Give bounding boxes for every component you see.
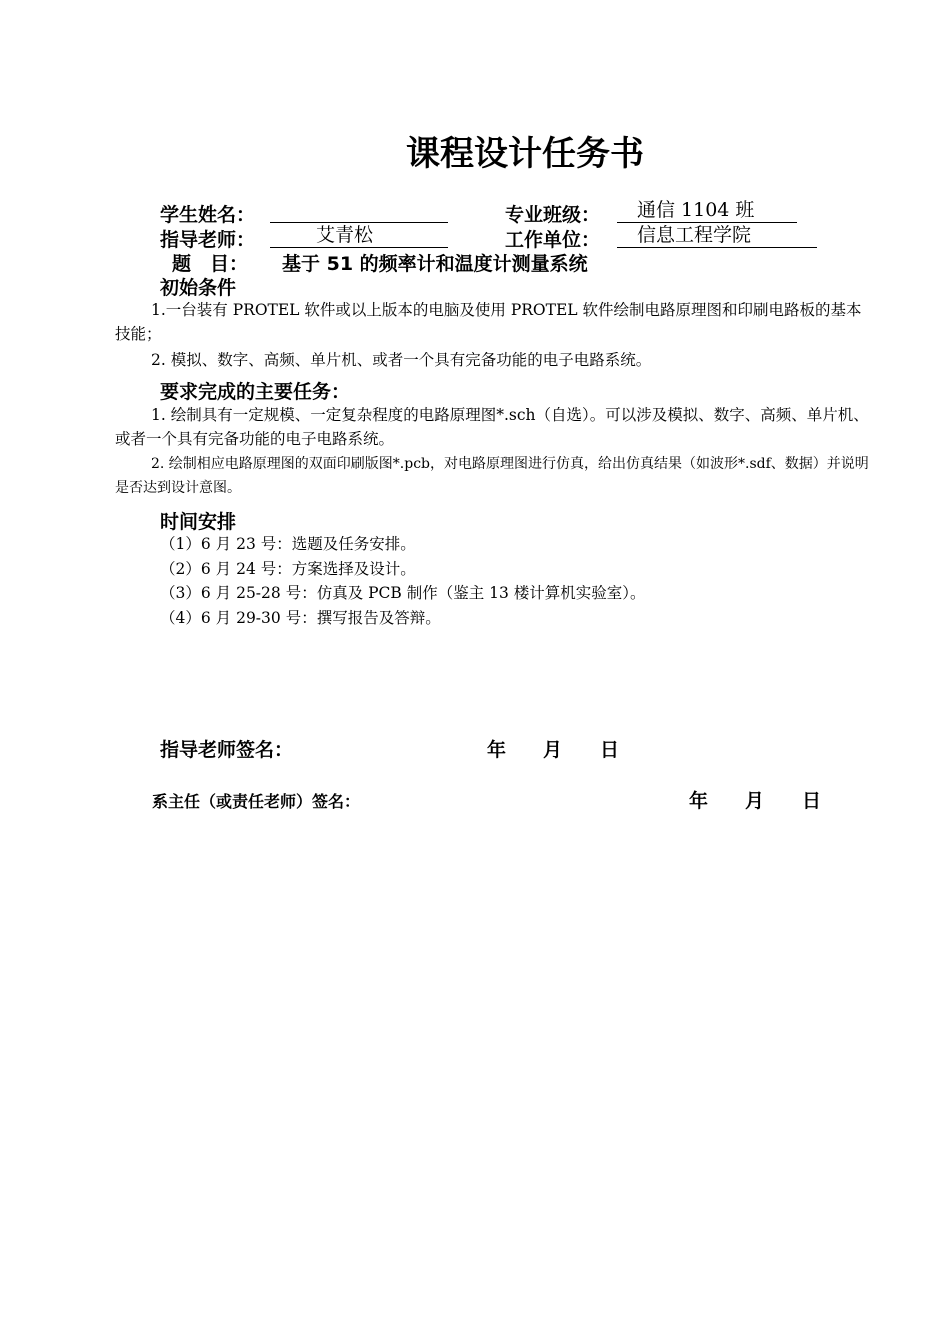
schedule-item-4: （4）6 月 29-30 号：撰写报告及答辩。 — [160, 609, 441, 627]
schedule-item-2: （2）6 月 24 号：方案选择及设计。 — [160, 560, 416, 578]
initial-condition-2: 2. 模拟、数字、高频、单片机、或者一个具有完备功能的电子电路系统。 — [151, 351, 652, 369]
teacher-signature-day: 日 — [600, 739, 620, 761]
head-signature-year: 年 — [689, 790, 709, 812]
unit-label: 工作单位： — [505, 229, 601, 251]
teacher-value: 艾青松 — [270, 223, 448, 248]
head-signature-day: 日 — [802, 790, 822, 812]
main-tasks-heading: 要求完成的主要任务： — [160, 381, 351, 403]
class-value: 通信 1104 班 — [617, 198, 797, 223]
class-label: 专业班级： — [505, 204, 601, 226]
teacher-signature-year: 年 — [487, 739, 507, 761]
schedule-heading: 时间安排 — [160, 511, 237, 533]
teacher-label: 指导老师： — [160, 229, 256, 251]
initial-condition-1: 1.一台装有 PROTEL 软件或以上版本的电脑及使用 PROTEL 软件绘制电路原理图和印刷电路板的基本技能； — [115, 301, 862, 343]
topic-value: 基于 51 的频率计和温度计测量系统 — [282, 253, 588, 275]
teacher-signature-label: 指导老师签名： — [160, 739, 294, 761]
initial-conditions-heading: 初始条件 — [160, 277, 237, 299]
main-task-2: 2. 绘制相应电路原理图的双面印刷版图*.pcb，对电路原理图进行仿真，给出仿真结果（如波形*.sdf、数据）并说明是否达到设计意图。 — [115, 456, 869, 496]
topic-label: 题 目： — [172, 253, 249, 275]
head-signature-month: 月 — [745, 790, 765, 812]
schedule-item-3: （3）6 月 25-28 号：仿真及 PCB 制作（鉴主 13 楼计算机实验室）。 — [160, 584, 646, 602]
main-task-1: 1. 绘制具有一定规模、一定复杂程度的电路原理图*.sch（自选）。可以涉及模拟、数字、高频、单片机、或者一个具有完备功能的电子电路系统。 — [115, 406, 869, 448]
unit-value: 信息工程学院 — [617, 223, 817, 248]
schedule-item-1: （1）6 月 23 号：选题及任务安排。 — [160, 535, 416, 553]
teacher-signature-month: 月 — [543, 739, 563, 761]
head-signature-label: 系主任（或责任老师）签名： — [152, 792, 361, 811]
page-title: 课程设计任务书 — [406, 134, 644, 174]
student-name-value — [270, 198, 448, 223]
student-name-label: 学生姓名： — [160, 204, 256, 226]
